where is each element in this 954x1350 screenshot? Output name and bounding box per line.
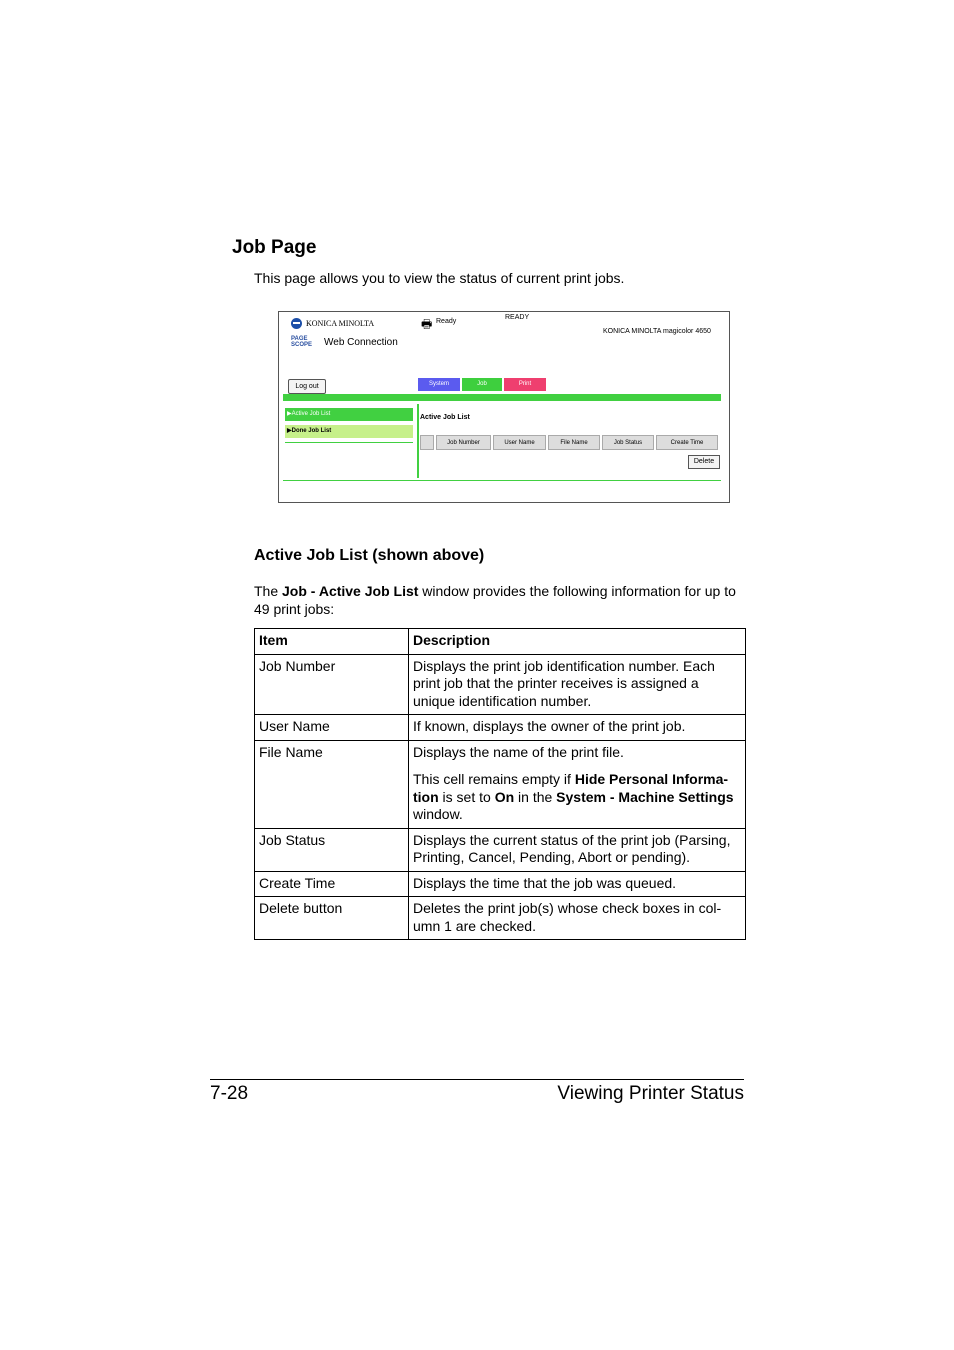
row-item: User Name [255, 715, 409, 741]
table-row [255, 715, 746, 741]
paragraph-bold: Job - Active Job List [282, 583, 419, 599]
brand-name: KONICA MINOLTA [306, 319, 375, 328]
delete-button[interactable]: Delete [688, 455, 720, 469]
brand-logo [291, 318, 374, 329]
table-header-item: Item [255, 629, 409, 655]
logout-button[interactable]: Log out [288, 379, 326, 394]
printer-icon: 🖶 [421, 317, 433, 331]
sidebar-divider [285, 442, 413, 443]
row-description: Displays the current status of the print job (Parsing, Printing, Cancel, Pending, Abort or pending). [409, 828, 746, 871]
sidebar-item-active-job-list[interactable]: ▶Active Job List [285, 408, 413, 421]
item-description-table [254, 628, 746, 940]
row-item: File Name [255, 740, 409, 828]
row-item: Job Number [255, 654, 409, 715]
tab-system[interactable]: System [418, 378, 460, 391]
table-row [255, 828, 746, 871]
subsection-title: Active Job List (shown above) [254, 547, 485, 564]
description-paragraph [254, 582, 746, 618]
table-row [255, 740, 746, 828]
sidebar-item-label: Done Job List [291, 428, 332, 434]
row-note [413, 771, 741, 824]
table-row [255, 871, 746, 897]
web-connection-screenshot [278, 311, 730, 503]
note-text: in the [514, 788, 557, 805]
row-description [409, 740, 746, 828]
intro-text: This page allows you to view the status of current print jobs. [254, 270, 625, 286]
page-number: 7-28 [210, 1083, 249, 1104]
footer-border [283, 480, 721, 481]
list-title: Active Job List [420, 414, 470, 421]
column-header-job-number: Job Number [436, 435, 491, 450]
pagescope-mark: PAGE SCOPE [291, 336, 313, 348]
web-connection-logo [291, 336, 398, 348]
row-description: Displays the print job identification number. Each print job that the printer receives is assigned a unique identification number. [409, 654, 746, 715]
table-header-description: Description [409, 629, 746, 655]
note-text: is set to [438, 788, 495, 805]
table-header-row [255, 629, 746, 655]
sidebar-item-done-job-list[interactable]: ▶Done Job List [285, 425, 413, 438]
column-header-file-name: File Name [548, 435, 600, 450]
table-row [255, 897, 746, 940]
note-bold: Hide Personal Informa-tion [413, 771, 729, 805]
tab-print[interactable]: Print [504, 378, 546, 391]
table-row [255, 654, 746, 715]
status-caps: READY [505, 314, 530, 321]
row-description: Deletes the print job(s) whose check boxes in col-umn 1 are checked. [409, 897, 746, 940]
web-connection-label: Web Connection [324, 336, 398, 348]
note-bold: System - Machine Settings [556, 788, 734, 805]
section-title: Job Page [232, 237, 317, 258]
note-bold: On [494, 788, 515, 805]
sidebar-item-label: Active Job List [291, 411, 331, 417]
row-item: Create Time [255, 871, 409, 897]
row-description: If known, displays the owner of the print job. [409, 715, 746, 741]
tab-job[interactable]: Job [462, 378, 502, 391]
model-name: KONICA MINOLTA magicolor 4650 [603, 328, 711, 335]
note-text: This cell remains empty if [413, 771, 575, 787]
row-item: Delete button [255, 897, 409, 940]
footer-rule [210, 1079, 744, 1080]
checkbox-column-header [420, 435, 434, 450]
column-header-user-name: User Name [493, 435, 546, 450]
paragraph-text: window provides the following information for up to 49 print jobs: [254, 583, 736, 617]
column-header-job-status: Job Status [602, 435, 654, 450]
paragraph-text: The [254, 583, 283, 599]
sidebar-border [417, 404, 419, 478]
footer-title: Viewing Printer Status [557, 1083, 744, 1104]
header-bar [283, 394, 721, 401]
status-small: Ready [436, 318, 457, 325]
konica-minolta-logo-icon [291, 318, 302, 329]
note-text: window. [413, 806, 463, 822]
row-description-text: Displays the name of the print file. [413, 743, 624, 760]
row-item: Job Status [255, 828, 409, 871]
row-description: Displays the time that the job was queued. [409, 871, 746, 897]
column-header-create-time: Create Time [656, 435, 718, 450]
